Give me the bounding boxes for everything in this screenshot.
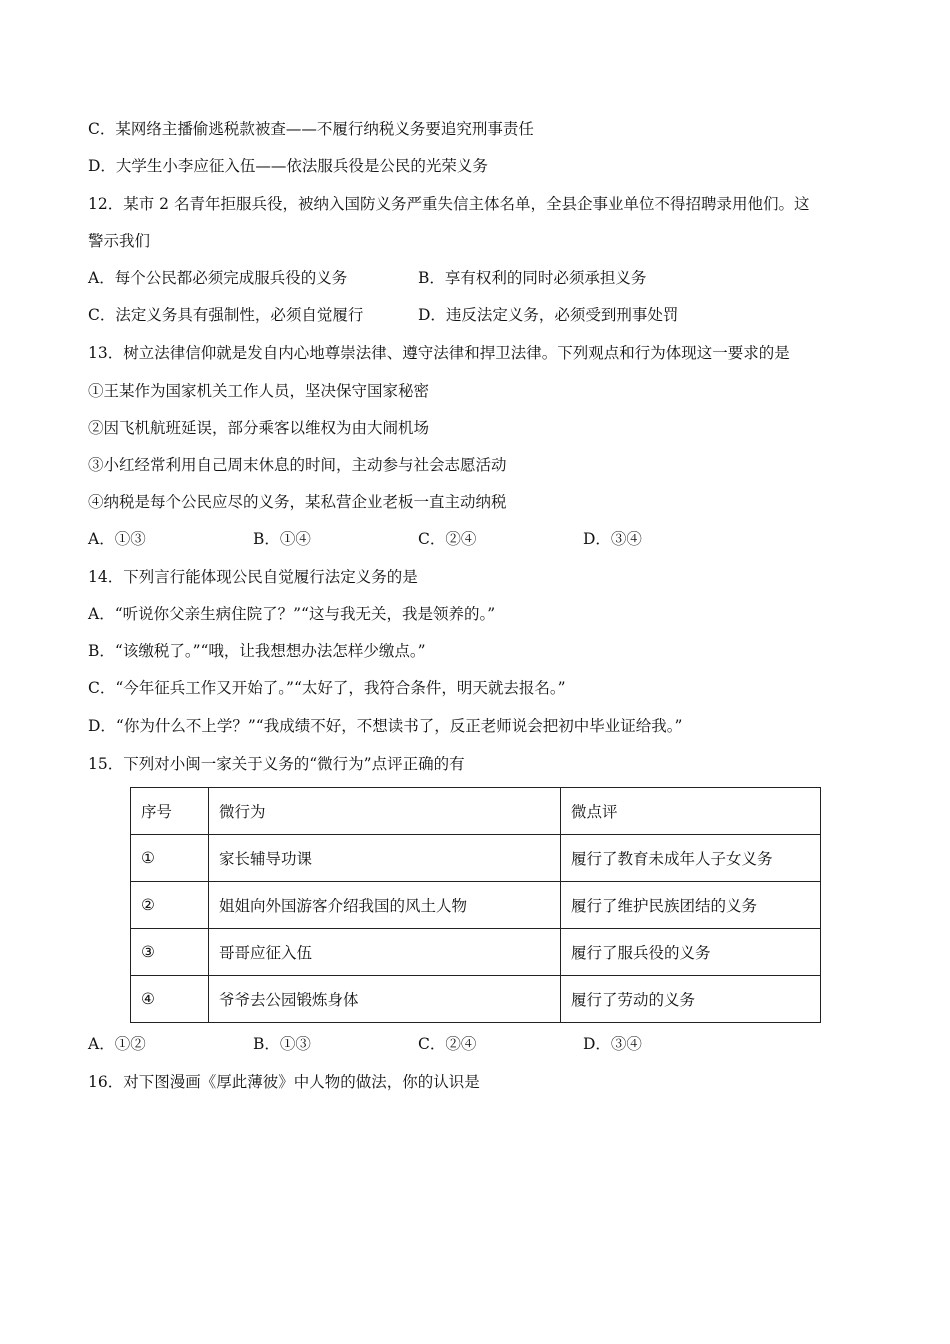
q12-option-b: B．享有权利的同时必须承担义务 <box>418 269 647 287</box>
q11-option-d: D．大学生小李应征入伍——依法服兵役是公民的光荣义务 <box>88 157 488 175</box>
q12-stem: 12．某市 2 名青年拒服兵役，被纳入国防义务严重失信主体名单，全县企事业单位不得招聘录用他们。这 <box>88 195 810 213</box>
q12-option-d: D．违反法定义务，必须受到刑事处罚 <box>418 306 679 324</box>
table-row <box>131 929 821 976</box>
q13-option-b: B．①④ <box>253 530 311 548</box>
table-cell: ③ <box>131 929 209 976</box>
table-cell: 履行了劳动的义务 <box>561 976 821 1023</box>
table-cell: 家长辅导功课 <box>209 835 561 882</box>
q14-option-c: C．“今年征兵工作又开始了。”“太好了，我符合条件，明天就去报名。” <box>88 679 566 697</box>
q12-option-a: A．每个公民都必须完成服兵役的义务 <box>88 269 348 287</box>
q13-option-d: D．③④ <box>583 530 642 548</box>
q13-stem: 13．树立法律信仰就是发自内心地尊崇法律、遵守法律和捍卫法律。下列观点和行为体现这一要求的是 <box>88 344 790 362</box>
table-cell: 履行了教育未成年人子女义务 <box>561 835 821 882</box>
table-header-row <box>131 788 821 835</box>
q12-option-c: C．法定义务具有强制性，必须自觉履行 <box>88 306 364 324</box>
q15-option-d: D．③④ <box>583 1035 642 1053</box>
q12-stem-cont: 警示我们 <box>88 232 151 250</box>
q13-item-1: ①王某作为国家机关工作人员，坚决保守国家秘密 <box>88 382 430 400</box>
table-cell: ① <box>131 835 209 882</box>
q13-option-a: A．①③ <box>88 530 146 548</box>
table-cell: 爷爷去公园锻炼身体 <box>209 976 561 1023</box>
table-cell: 履行了维护民族团结的义务 <box>561 882 821 929</box>
q14-option-b: B．“该缴税了。”“哦，让我想想办法怎样少缴点。” <box>88 642 426 660</box>
q16-stem: 16．对下图漫画《厚此薄彼》中人物的做法，你的认识是 <box>88 1073 480 1091</box>
header-cell: 微点评 <box>561 788 821 835</box>
q13-option-c: C．②④ <box>418 530 477 548</box>
q15-option-b: B．①③ <box>253 1035 311 1053</box>
table-cell: 履行了服兵役的义务 <box>561 929 821 976</box>
table-cell: ④ <box>131 976 209 1023</box>
q14-stem: 14．下列言行能体现公民自觉履行法定义务的是 <box>88 568 418 586</box>
q13-item-3: ③小红经常利用自己周末休息的时间，主动参与社会志愿活动 <box>88 456 507 474</box>
q15-stem: 15．下列对小闽一家关于义务的“微行为”点评正确的有 <box>88 755 465 773</box>
table-row <box>131 976 821 1023</box>
q11-option-c: C．某网络主播偷逃税款被查——不履行纳税义务要追究刑事责任 <box>88 120 534 138</box>
q14-option-a: A．“听说你父亲生病住院了？”“这与我无关，我是领养的。” <box>88 605 496 623</box>
q14-option-d: D．“你为什么不上学？”“我成绩不好，不想读书了，反正老师说会把初中毕业证给我。” <box>88 717 683 735</box>
header-cell: 微行为 <box>209 788 561 835</box>
table-cell: 姐姐向外国游客介绍我国的风土人物 <box>209 882 561 929</box>
header-cell: 序号 <box>131 788 209 835</box>
q13-item-4: ④纳税是每个公民应尽的义务，某私营企业老板一直主动纳税 <box>88 493 507 511</box>
q15-option-a: A．①② <box>88 1035 146 1053</box>
table-row <box>131 835 821 882</box>
q15-option-c: C．②④ <box>418 1035 477 1053</box>
q15-table <box>130 787 821 1023</box>
table-cell: 哥哥应征入伍 <box>209 929 561 976</box>
table-row <box>131 882 821 929</box>
q13-item-2: ②因飞机航班延误，部分乘客以维权为由大闹机场 <box>88 419 430 437</box>
table-cell: ② <box>131 882 209 929</box>
